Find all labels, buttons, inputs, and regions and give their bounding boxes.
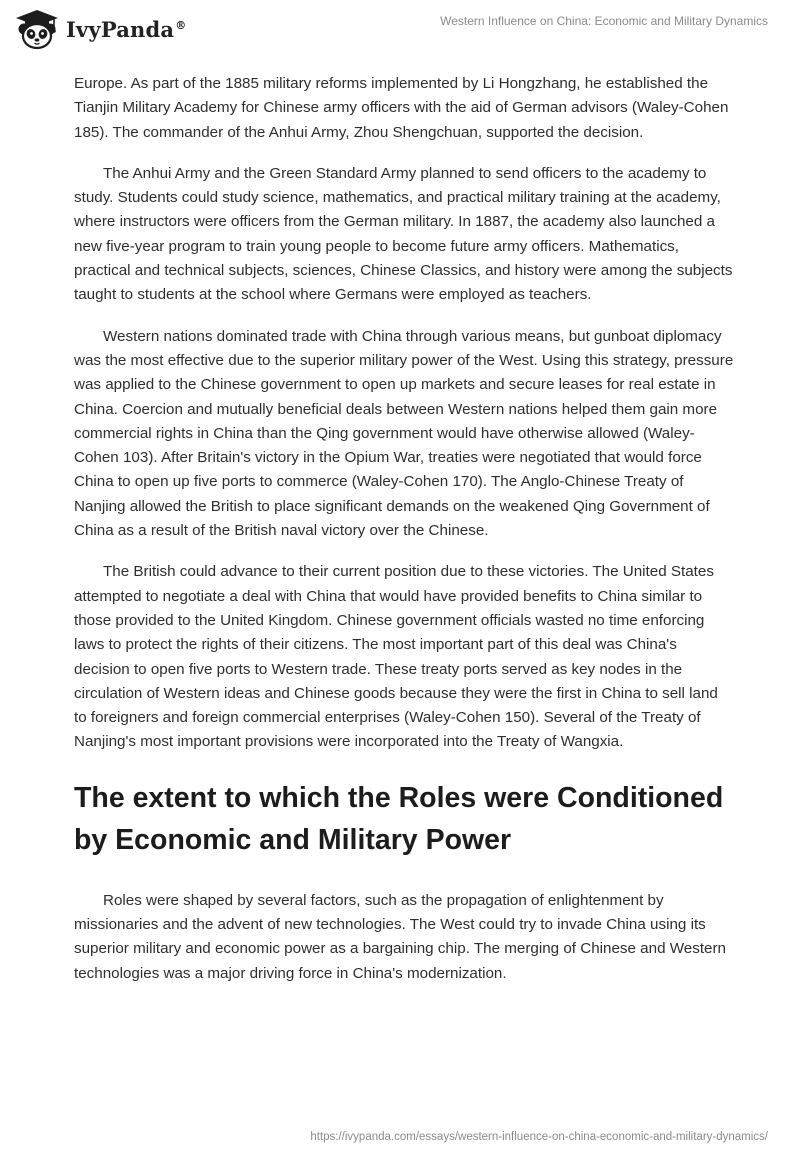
paragraph: The British could advance to their current position due to these victories. The United States attempted to negotiate a deal with China that would have provided benefits to China similar to those provided to the United Kingdom. Chinese government officials wasted no time enforcing laws to protect the rights of their citizens. The most important part of this deal was China's decision to open five ports to Western trade. These treaty ports served as key nodes in the circulation of Western ideas and Chinese goods because they were the first in China to sell land to foreigners and foreign commercial enterprises (Waley-Cohen 150). Several of the Treaty of Nanjing's most important provisions were incorporated into the Treaty of Wangxia. (74, 563, 718, 751)
graduation-cap-panda-icon (14, 8, 60, 50)
document-title: Western Influence on China: Economic and Military Dynamics (440, 14, 768, 28)
paragraph: Western nations dominated trade with China through various means, but gunboat diplomacy was the most effective due to the superior military power of the West. Using this strategy, pressure was applied to the Chinese government to open up markets and secure leases for real estate in China. Coercion and mutually beneficial deals between Western nations helped them gain more commercial rights in China than the Qing government would have otherwise allowed (Waley-Cohen 103). After Britain's victory in the Opium War, treaties were negotiated that would force China to open up five ports to commerce (Waley-Cohen 170). The Anglo-Chinese Treaty of Nanjing allowed the British to place significant demands on the weakened Qing Government of China as a result of the British naval victory over the Chinese. (74, 327, 734, 540)
registered-mark: ® (175, 18, 187, 32)
paragraph: Roles were shaped by several factors, such as the propagation of enlightenment by missionaries and the advent of new technologies. The West could try to invade China using its superior military and economic power as a bargaining chip. The merging of Chinese and Western technologies was a major driving force in China's modernization. (74, 891, 727, 982)
ivypanda-logo[interactable] (14, 8, 186, 50)
source-url[interactable]: https://ivypanda.com/essays/western-influence-on-china-economic-and-military-dynamics/ (310, 1131, 768, 1143)
page-header (0, 0, 800, 62)
essay-body (74, 72, 734, 1003)
section-heading: The extent to which the Roles were Conditioned by Economic and Military Power (74, 781, 724, 856)
paragraph: The Anhui Army and the Green Standard Army planned to send officers to the academy to study. Students could study science, mathematics, and practical military training at the academy, where instructors were officers from the German military. In 1887, the academy also launched a new five-year program to train young people to become future army officers. Mathematics, practical and technical subjects, sciences, Chinese Classics, and history were among the subjects taught to students at the school where Germans were employed as teachers. (74, 164, 733, 304)
paragraph: Europe. As part of the 1885 military reforms implemented by Li Hongzhang, he established the Tianjin Military Academy for Chinese army officers with the aid of German advisors (Waley-Cohen 185). The commander of the Anhui Army, Zhou Shengchuan, supported the decision. (74, 75, 729, 141)
brand-name: IvyPanda® (66, 16, 187, 42)
